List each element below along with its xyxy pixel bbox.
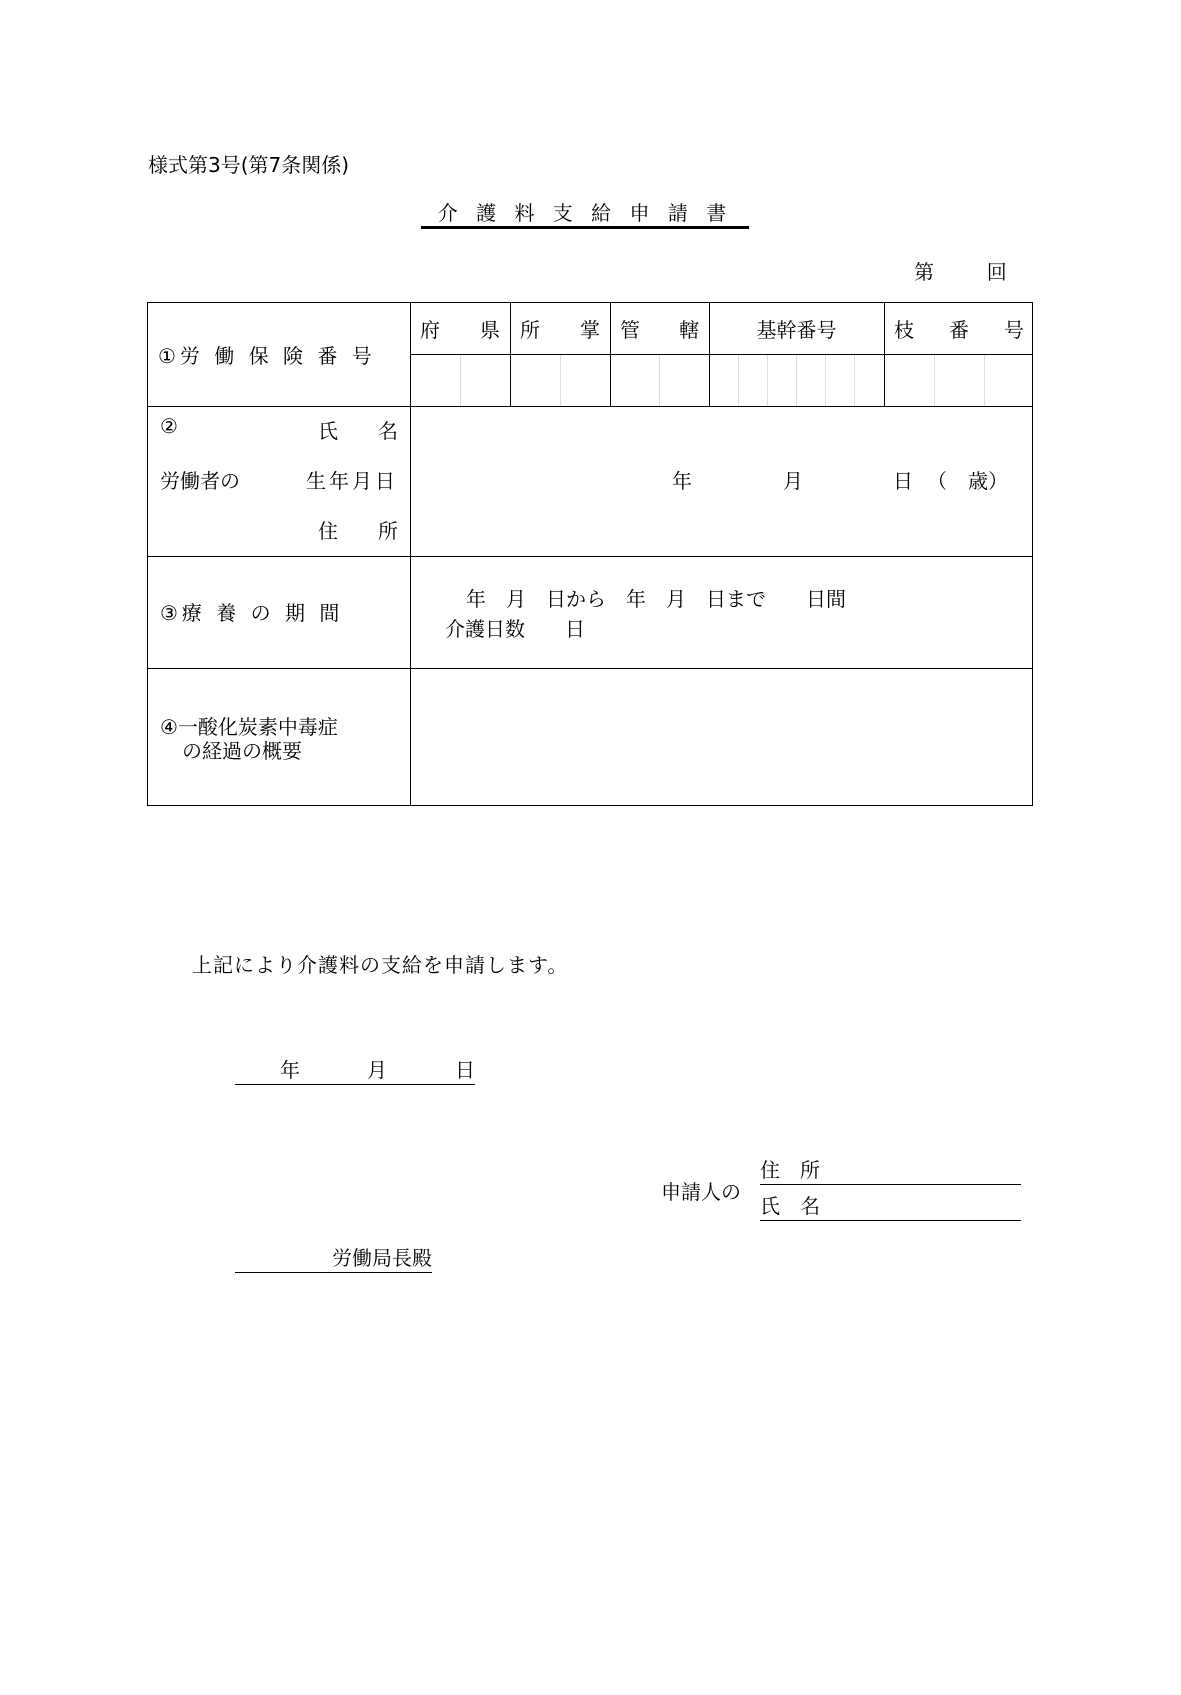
header-char: 轄 (679, 318, 699, 342)
header-prefecture (410, 303, 510, 354)
round-prefix: 第 (914, 260, 934, 284)
applicant-label: 申請人の (661, 1180, 741, 1204)
worker-section-number: ② (160, 414, 178, 438)
addressee[interactable] (235, 1248, 432, 1273)
care-period-label: ③療 養 の 期 間 (160, 601, 344, 625)
birth-year: 年 (672, 469, 692, 493)
header-char: 所 (520, 318, 540, 342)
application-table (147, 302, 1033, 806)
date-day: 日 (455, 1058, 475, 1082)
header-jurisdiction (510, 303, 610, 354)
age: 歳） (968, 469, 1008, 493)
applicant-name-field[interactable] (760, 1196, 1021, 1221)
name-label: 氏 名 (318, 419, 398, 443)
worker-name-field[interactable] (412, 407, 1032, 455)
applicant-address-label: 住 所 (760, 1158, 820, 1182)
statement: 上記により介護料の支給を申請します。 (192, 953, 569, 977)
header-char: 枝 (894, 318, 914, 342)
co-poisoning-summary-field[interactable] (412, 670, 1032, 805)
date-month: 月 (367, 1058, 387, 1082)
header-base-number (709, 303, 884, 354)
header-char: 府 (420, 318, 440, 342)
addressee-text: 労働局長殿 (332, 1246, 432, 1270)
date-year: 年 (280, 1058, 300, 1082)
application-date[interactable] (235, 1060, 475, 1085)
care-days: 介護日数 日 (445, 617, 585, 641)
labor-insurance-number-label (148, 303, 410, 406)
worker-address-field[interactable] (412, 507, 1032, 555)
document-title: 介 護 料 支 給 申 請 書 (421, 203, 749, 229)
header-char: 号 (1004, 318, 1024, 342)
applicant-name-label: 氏 名 (760, 1194, 820, 1218)
birthdate-label: 生年月日 (306, 469, 398, 493)
co-poisoning-label-line1: ④一酸化炭素中毒症 (160, 715, 338, 739)
birth-day: 日（ (893, 469, 961, 493)
form-number: 様式第3号(第7条関係) (148, 153, 350, 177)
header-char: 掌 (580, 318, 600, 342)
round-suffix: 回 (986, 260, 1007, 284)
co-poisoning-label-line2: の経過の概要 (182, 739, 302, 763)
worker-section-label: 労働者の (160, 469, 240, 493)
header-char: 番 (949, 318, 969, 342)
header-control (610, 303, 709, 354)
address-label: 住 所 (318, 519, 398, 543)
applicant-address-field[interactable] (760, 1160, 1021, 1185)
label-text: ①労 働 保 険 番 号 (158, 344, 376, 368)
header-text: 基幹番号 (756, 318, 837, 342)
header-char: 管 (620, 318, 640, 342)
round-number (914, 262, 1007, 282)
header-char: 県 (480, 318, 500, 342)
birth-month: 月 (783, 469, 803, 493)
header-branch-number (884, 303, 1034, 354)
care-period-dates: 年 月 日から 年 月 日まで 日間 (466, 587, 846, 611)
